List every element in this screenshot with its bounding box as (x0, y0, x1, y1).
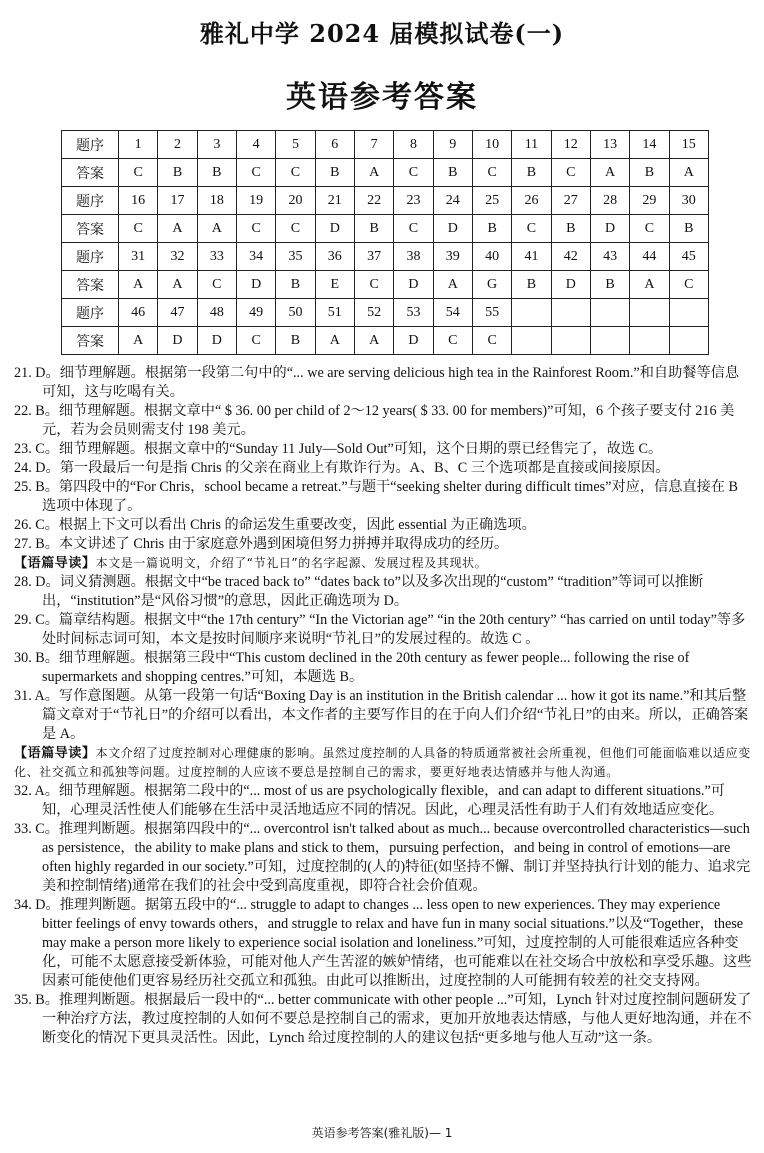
answer-cell: D (315, 215, 354, 243)
explanations (14, 364, 752, 1048)
question-number-cell: 53 (394, 299, 433, 327)
question-number-cell: 31 (119, 243, 158, 271)
answer-cell: A (590, 159, 629, 187)
page-title: 英语参考答案 (286, 80, 478, 115)
answer-row (62, 271, 709, 299)
row-label: 答案 (62, 159, 119, 187)
question-number-cell: 45 (669, 243, 708, 271)
answer-cell: C (197, 271, 236, 299)
answer-cell: B (354, 215, 393, 243)
answer-cell: C (394, 215, 433, 243)
answer-cell: A (630, 271, 669, 299)
question-number-cell: 20 (276, 187, 315, 215)
question-number-cell: 39 (433, 243, 472, 271)
question-number-cell: 11 (512, 131, 551, 159)
answer-cell (630, 327, 669, 355)
answer-cell: B (512, 271, 551, 299)
question-number-cell: 55 (472, 299, 511, 327)
answer-cell: A (197, 215, 236, 243)
question-number-cell: 51 (315, 299, 354, 327)
question-number-cell: 34 (236, 243, 275, 271)
explanation-item: 22. B。细节理解题。根据文章中“ $ 36. 00 per child of 2～12 years( $ 33. 00 for members)”可知，6 个孩子要支付 216 美元，若为会员则需支付 198 美元。 (14, 403, 735, 438)
answer-cell: A (119, 271, 158, 299)
question-number-cell: 10 (472, 131, 511, 159)
answer-cell: C (630, 215, 669, 243)
explanation-item: 32. A。细节理解题。根据第二段中的“... most of us are psychologically flexible，and can adapt to different situations.”可知，心理灵活性使人们能够在生活中灵活地适应不同的情况。因此，心理灵活性有助于人们有效地适应变化。 (14, 783, 725, 818)
explanation-item: 27. B。本文讲述了 Chris 由于家庭意外遇到困境但努力拼搏并取得成功的经历。 (14, 536, 509, 552)
answer-cell: C (276, 159, 315, 187)
question-number-cell: 12 (551, 131, 590, 159)
question-number-cell: 32 (158, 243, 197, 271)
question-number-cell: 48 (197, 299, 236, 327)
row-label: 题序 (62, 243, 119, 271)
answer-cell: D (197, 327, 236, 355)
answer-cell: B (551, 215, 590, 243)
guide-label: 【语篇导读】 (14, 746, 96, 761)
question-number-cell: 27 (551, 187, 590, 215)
question-number-row (62, 243, 709, 271)
explanation-item: 24. D。第一段最后一句是指 Chris 的父亲在商业上有欺诈行为。A、B、C 三个选项都是直接或间接原因。 (14, 460, 670, 476)
question-number-cell: 14 (630, 131, 669, 159)
question-number-cell: 7 (354, 131, 393, 159)
question-number-cell: 26 (512, 187, 551, 215)
answer-cell: D (433, 215, 472, 243)
answer-cell: C (472, 159, 511, 187)
explanation-item: 25. B。第四段中的“For Chris，school became a retreat.”与题干“seeking shelter during difficult times”对应，信息直接在 B 选项中体现了。 (14, 479, 738, 514)
guide-label: 【语篇导读】 (14, 556, 96, 571)
answer-cell (512, 327, 551, 355)
explanation-item: 33. C。推理判断题。根据第四段中的“... overcontrol isn't talked about as much... because overcontrolled characteristics—such as persistence，the ability to make plans and stick to them，pursuing perfection，and being in control of emotions—are often highly regarded in our society.”可知，过度控制的(人的)特征(如坚持不懈、制订并坚持执行计划的能力、追求完美和控制情绪)通常在我们的社会中受到高度重视，即符合社会价值观。 (14, 821, 751, 894)
answer-cell (669, 327, 708, 355)
page-footer: 英语参考答案(雅礼版)— 1 (311, 1126, 453, 1140)
question-number-cell: 50 (276, 299, 315, 327)
answer-row (62, 215, 709, 243)
guide-text: 本文是一篇说明文，介绍了“节礼日”的名字起源、发展过程及其现状。 (95, 556, 488, 570)
answer-cell: C (512, 215, 551, 243)
question-number-cell: 23 (394, 187, 433, 215)
question-number-cell: 21 (315, 187, 354, 215)
question-number-cell: 37 (354, 243, 393, 271)
answer-cell: B (512, 159, 551, 187)
explanation-item: 26. C。根据上下文可以看出 Chris 的命运发生重要改变，因此 essential 为正确选项。 (14, 517, 536, 533)
question-number-cell: 15 (669, 131, 708, 159)
question-number-cell: 30 (669, 187, 708, 215)
answer-cell: B (158, 159, 197, 187)
question-number-cell: 1 (119, 131, 158, 159)
question-number-cell: 49 (236, 299, 275, 327)
question-number-cell: 41 (512, 243, 551, 271)
answer-cell: A (354, 327, 393, 355)
reading-guide (14, 554, 752, 573)
answer-cell: C (669, 271, 708, 299)
explanation-item: 21. D。细节理解题。根据第一段第二句中的“... we are serving delicious high tea in the Rainforest Room.”和自助餐等信息可知，这与吃喝有关。 (14, 365, 740, 400)
answer-cell: B (276, 327, 315, 355)
answer-cell: A (158, 271, 197, 299)
explanation-item: 23. C。细节理解题。根据文章中的“Sunday 11 July—Sold Out”可知，这个日期的票已经售完了，故选 C。 (14, 441, 663, 457)
guide-text: 本文介绍了过度控制对心理健康的影响。虽然过度控制的人具备的特质通常被社会所重视，但他们可能面临难以适应变化、社交孤立和孤独等问题。过度控制的人应该不要总是控制自己的需求，要更好地表达情感并与他人沟通。 (14, 746, 751, 779)
question-number-cell: 18 (197, 187, 236, 215)
row-label: 题序 (62, 131, 119, 159)
question-number-cell: 6 (315, 131, 354, 159)
question-number-cell: 9 (433, 131, 472, 159)
question-number-cell: 8 (394, 131, 433, 159)
answer-row (62, 159, 709, 187)
row-label: 答案 (62, 271, 119, 299)
question-number-cell (512, 299, 551, 327)
row-label: 答案 (62, 327, 119, 355)
question-number-row (62, 187, 709, 215)
answer-cell: C (276, 215, 315, 243)
question-number-cell: 4 (236, 131, 275, 159)
question-number-cell: 35 (276, 243, 315, 271)
answer-cell: C (119, 215, 158, 243)
answer-cell: C (236, 215, 275, 243)
answer-table (61, 130, 709, 355)
row-label: 题序 (62, 299, 119, 327)
row-label: 答案 (62, 215, 119, 243)
answer-cell: B (433, 159, 472, 187)
question-number-cell: 22 (354, 187, 393, 215)
explanation-item: 31. A。写作意图题。从第一段第一句话“Boxing Day is an institution in the British calendar ... how it got its name.”和其后整篇文章对于“节礼日”的介绍可以看出，本文作者的主要写作目的在于向人们介绍“节礼日”的由来。所以，正确答案是 A。 (14, 688, 749, 742)
answer-cell: B (630, 159, 669, 187)
question-number-cell: 36 (315, 243, 354, 271)
answer-cell: C (236, 327, 275, 355)
answer-cell: B (472, 215, 511, 243)
answer-cell: C (472, 327, 511, 355)
answer-cell: B (197, 159, 236, 187)
question-number-cell: 54 (433, 299, 472, 327)
question-number-cell (669, 299, 708, 327)
question-number-cell: 29 (630, 187, 669, 215)
answer-cell: A (354, 159, 393, 187)
answer-cell: D (551, 271, 590, 299)
question-number-cell: 17 (158, 187, 197, 215)
answer-cell: D (590, 215, 629, 243)
question-number-cell: 28 (590, 187, 629, 215)
answer-cell: A (315, 327, 354, 355)
question-number-cell (551, 299, 590, 327)
question-number-cell: 33 (197, 243, 236, 271)
question-number-cell: 13 (590, 131, 629, 159)
explanation-item: 34. D。推理判断题。据第五段中的“... struggle to adapt to changes ... less open to new experiences. They may experience bitter feelings of envy towards others，and struggle to relax and have fun in many social situations.”以及“Together，these may make a person more likely to experience social isolation and loneliness.”可知，过度控制的人可能很难适应各种变化，可能不太愿意接受新体验，可能对他人产生苦涩的嫉妒情绪，也可能难以在社交场合中放松和享受乐趣。这些因素可能使他们更容易经历社交孤立和孤独。由此可以推断出，过度控制的人可能拥有较差的社交支持网。 (14, 897, 752, 989)
answer-cell: D (394, 271, 433, 299)
explanation-item: 35. B。推理判断题。根据最后一段中的“... better communicate with other people ...”可知，Lynch 针对过度控制问题研发了一种治疗方法，教过度控制的人如何不要总是控制自己的需求，更加开放地表达情感，与他人更好地沟通，并在不断变化的情况下更具灵活性。因此，Lynch 给过度控制的人的建议包括“更多地与他人互动”这一条。 (14, 992, 752, 1046)
question-number-cell: 47 (158, 299, 197, 327)
question-number-cell: 25 (472, 187, 511, 215)
question-number-cell: 42 (551, 243, 590, 271)
question-number-cell: 16 (119, 187, 158, 215)
question-number-cell: 38 (394, 243, 433, 271)
answer-cell: D (394, 327, 433, 355)
question-number-cell: 43 (590, 243, 629, 271)
answer-cell: D (236, 271, 275, 299)
question-number-cell: 40 (472, 243, 511, 271)
answer-cell: B (669, 215, 708, 243)
answer-cell: A (669, 159, 708, 187)
answer-cell (590, 327, 629, 355)
question-number-cell: 2 (158, 131, 197, 159)
question-number-cell: 3 (197, 131, 236, 159)
exam-title: 雅礼中学 2024 届模拟试卷(一) (199, 19, 565, 48)
question-number-cell (590, 299, 629, 327)
question-number-cell: 19 (236, 187, 275, 215)
question-number-cell: 24 (433, 187, 472, 215)
answer-cell: C (236, 159, 275, 187)
answer-cell: D (158, 327, 197, 355)
answer-cell: A (433, 271, 472, 299)
question-number-cell: 44 (630, 243, 669, 271)
reading-guide (14, 744, 752, 782)
question-number-cell: 52 (354, 299, 393, 327)
question-number-cell (630, 299, 669, 327)
explanation-item: 28. D。词义猜测题。根据文中“be traced back to” “dates back to”以及多次出现的“custom” “tradition”等词可以推断出，“institution”是“风俗习惯”的意思，因此正确选项为 D。 (14, 574, 704, 609)
answer-cell: C (551, 159, 590, 187)
answer-cell: E (315, 271, 354, 299)
question-number-row (62, 131, 709, 159)
question-number-cell: 5 (276, 131, 315, 159)
answer-cell (551, 327, 590, 355)
answer-cell: A (119, 327, 158, 355)
answer-cell: C (394, 159, 433, 187)
answer-cell: B (315, 159, 354, 187)
answer-cell: B (276, 271, 315, 299)
answer-cell: B (590, 271, 629, 299)
question-number-row (62, 299, 709, 327)
answer-cell: C (354, 271, 393, 299)
row-label: 题序 (62, 187, 119, 215)
explanation-item: 30. B。细节理解题。根据第三段中“This custom declined in the 20th century as fewer people... following the rise of supermarkets and shopping centres.”可知，本题选 B。 (14, 650, 690, 685)
question-number-cell: 46 (119, 299, 158, 327)
answer-cell: G (472, 271, 511, 299)
answer-row (62, 327, 709, 355)
explanation-item: 29. C。篇章结构题。根据文中“the 17th century” “In the Victorian age” “in the 20th century” “has carried on until today”等多处时间标志词可知，本文是按时间顺序来说明“节礼日”的发展过程的。故选 C 。 (14, 612, 746, 647)
answer-cell: A (158, 215, 197, 243)
answer-cell: C (433, 327, 472, 355)
answer-cell: C (119, 159, 158, 187)
